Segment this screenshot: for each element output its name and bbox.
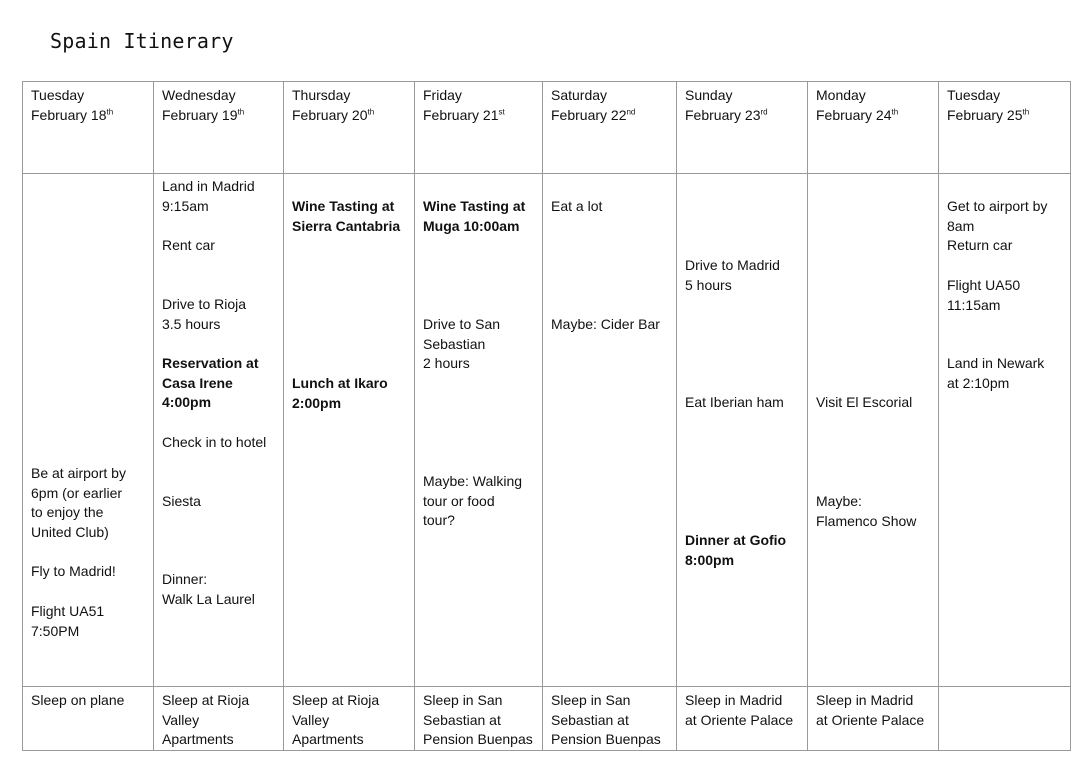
activity-entry: Dinner at Gofio 8:00pm [685,532,787,568]
date-suffix: th [367,106,375,116]
activity-entry: Eat a lot [551,198,603,214]
date-label: February 19 [162,106,238,123]
date-label: February 25 [947,106,1023,123]
activity-entry: Dinner: Walk La Laurel [162,571,255,607]
activity-entry: Flight UA50 11:15am [947,277,1021,313]
sleep-cell: Sleep in Madrid at Oriente Palace [677,687,808,751]
activity-entry: Land in Madrid 9:15am [162,178,255,214]
date-label: February 24 [816,106,892,123]
day-activities-mon24 [808,174,939,687]
weekday-label: Friday [423,87,462,103]
activity-entry: Eat Iberian ham [685,394,784,410]
activity-entry: Flight UA51 7:50PM [31,603,105,639]
activity-entry: Rent car [162,237,215,253]
weekday-label: Monday [816,87,866,103]
activity-entry: Drive to Rioja 3.5 hours [162,296,247,332]
day-header [677,82,808,174]
sleep-cell: Sleep in Madrid at Oriente Palace [808,687,939,751]
weekday-label: Wednesday [162,87,236,103]
date-suffix: th [106,106,114,116]
activity-entry: Siesta [162,493,201,509]
activity-entry: Check in to hotel [162,434,267,450]
activity-entry: Get to airport by 8am Return car [947,198,1048,254]
day-header [154,82,284,174]
day-activities-thu20 [284,174,415,687]
day-header [543,82,677,174]
weekday-label: Thursday [292,87,351,103]
activity-entry: Wine Tasting at Muga 10:00am [423,198,526,234]
itinerary-table [22,81,1071,751]
weekday-label: Tuesday [947,87,1001,103]
date-suffix: nd [626,106,636,116]
activity-entry: Be at airport by 6pm (or earlier to enjoy the United Club) [31,465,126,540]
day-header [284,82,415,174]
date-suffix: th [237,106,245,116]
activity-entry: Maybe: Flamenco Show [816,493,917,529]
date-suffix: st [498,106,505,116]
activity-entry: Drive to San Sebastian 2 hours [423,316,501,372]
weekday-label: Sunday [685,87,733,103]
day-header [939,82,1071,174]
weekday-label: Tuesday [31,87,85,103]
date-label: February 20 [292,106,368,123]
sleep-cell [939,687,1071,751]
activity-entry: Land in Newark at 2:10pm [947,355,1045,391]
day-activities-tue18 [23,174,154,687]
activity-entry: Reservation at Casa Irene 4:00pm [162,355,259,411]
day-activities-sun23 [677,174,808,687]
sleep-cell: Sleep on plane [23,687,154,751]
activity-entry: Visit El Escorial [816,394,913,410]
activity-entry: Maybe: Walking tour or food tour? [423,473,523,529]
date-label: February 22 [551,106,627,123]
sleep-cell: Sleep in San Sebastian at Pension Buenpas [415,687,543,751]
day-activities-fri21 [415,174,543,687]
sleep-cell: Sleep in San Sebastian at Pension Buenpas [543,687,677,751]
date-label: February 23 [685,106,761,123]
activity-entry: Drive to Madrid 5 hours [685,257,780,293]
sleep-cell: Sleep at Rioja Valley Apartments [154,687,284,751]
date-suffix: th [1022,106,1030,116]
day-activities-tue25 [939,174,1071,687]
activity-entry: Lunch at Ikaro 2:00pm [292,375,388,411]
day-activities-sat22 [543,174,677,687]
activity-entry: Wine Tasting at Sierra Cantabria [292,198,401,234]
day-header [23,82,154,174]
date-suffix: th [891,106,899,116]
date-label: February 18 [31,106,107,123]
date-suffix: rd [760,106,768,116]
sleep-cell: Sleep at Rioja Valley Apartments [284,687,415,751]
day-activities-wed19 [154,174,284,687]
day-header [808,82,939,174]
sleep-row [23,687,1071,751]
weekday-label: Saturday [551,87,608,103]
activity-entry: Maybe: Cider Bar [551,316,660,332]
header-row [23,82,1071,174]
day-header [415,82,543,174]
page-title: Spain Itinerary [50,29,234,53]
activities-row [23,174,1071,687]
activity-entry: Fly to Madrid! [31,563,116,579]
date-label: February 21 [423,106,499,123]
